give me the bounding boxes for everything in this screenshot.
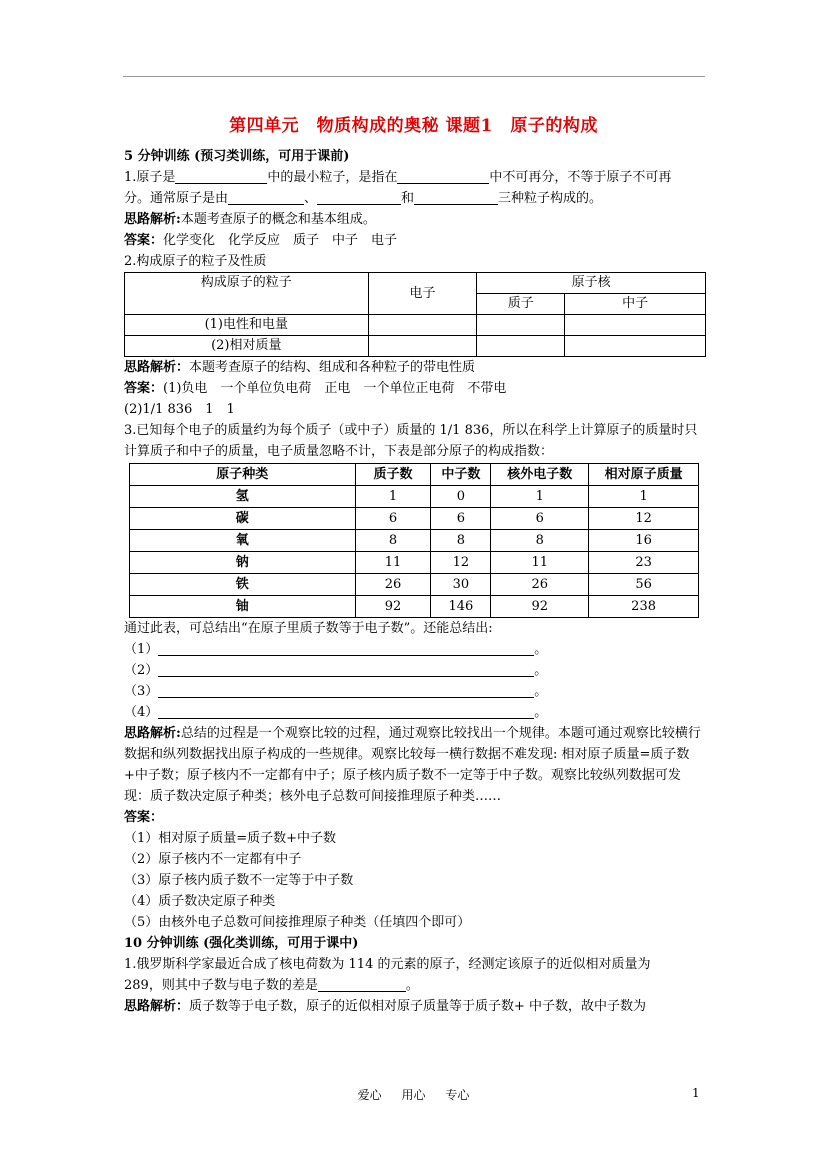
row-label-charge: (1)电性和电量 (125, 315, 369, 336)
s2-q1-line1: 1.俄罗斯科学家最近合成了核电荷数为 114 的元素的原子，经测定该原子的近似相对质量为 (124, 957, 651, 972)
table-cell: 11 (355, 552, 431, 574)
q-text: 289，则其中子数与电子数的差是 (124, 978, 318, 993)
element-name-cell: 氢 (130, 486, 356, 508)
atom-table-body (130, 486, 699, 618)
atom-composition-table (129, 463, 699, 618)
analysis-label: 思路解析: (124, 212, 181, 227)
atom-table-header-cell: 质子数 (355, 464, 431, 486)
q3-blank-line (124, 660, 706, 681)
q1-text: 、 (304, 191, 318, 206)
element-name-cell: 碳 (130, 508, 356, 530)
blank-number: （3） (124, 684, 159, 699)
q3-answer-list (124, 828, 706, 933)
table-cell: 6 (355, 508, 431, 530)
table-cell: 12 (589, 508, 699, 530)
q1-line1 (124, 167, 706, 188)
answer-label: 答案： (124, 381, 164, 396)
fill-blank[interactable] (228, 190, 304, 205)
table-cell: 8 (431, 530, 491, 552)
answer-label: 答案： (124, 233, 164, 248)
table-cell: 30 (431, 574, 491, 596)
table-cell: 1 (355, 486, 431, 508)
element-name-cell: 钠 (130, 552, 356, 574)
fill-blank[interactable] (158, 641, 534, 656)
s2-q1-line2 (124, 975, 706, 996)
fill-blank[interactable] (158, 683, 534, 698)
section-heading-10min (124, 933, 706, 954)
table-cell-blank[interactable] (368, 315, 477, 336)
q3-blank-list (124, 639, 706, 723)
footer-text-b: 用心 (401, 1088, 426, 1102)
s2-q1-analysis (124, 996, 706, 1017)
blank-period: 。 (534, 705, 548, 720)
table-cell: 8 (491, 530, 589, 552)
blank-number: （4） (124, 705, 159, 720)
atom-table-header (130, 464, 699, 486)
table-cell-blank[interactable] (477, 315, 565, 336)
q1-text: 中不可再分，不等于原子不可再 (489, 170, 672, 185)
q1-text: 三种粒子构成的。 (498, 191, 603, 206)
th-electron: 电子 (368, 273, 477, 315)
analysis-text: 本题考查原子的结构、组成和各种粒子的带电性质 (189, 360, 476, 375)
table-row (130, 574, 699, 596)
section-heading-num: 5 分钟训练 (124, 149, 190, 164)
q1-text: 1.原子是 (124, 170, 176, 185)
q3-blank-line (124, 639, 706, 660)
answer-item: （1）相对原子质量=质子数+中子数 (124, 831, 337, 846)
page-title: 第四单元 物质构成的奥秘 课题1 原子的构成 (229, 116, 598, 136)
table-row (130, 552, 699, 574)
q3-analysis (124, 723, 706, 807)
blank-period: 。 (534, 642, 548, 657)
answer-item: （3）原子核内质子数不一定等于中子数 (124, 873, 354, 888)
q2-stem: 2.构成原子的粒子及性质 (124, 254, 267, 269)
table-cell: 23 (589, 552, 699, 574)
table-cell: 0 (431, 486, 491, 508)
answer-item: （2）原子核内不一定都有中子 (124, 852, 302, 867)
blank-period: 。 (534, 684, 548, 699)
fill-blank[interactable] (158, 704, 534, 719)
page-number: 1 (692, 1086, 700, 1100)
table-cell: 11 (491, 552, 589, 574)
table-cell: 6 (491, 508, 589, 530)
table-row (130, 508, 699, 530)
blank-period: 。 (534, 663, 548, 678)
table-row (130, 530, 699, 552)
table-cell: 92 (355, 596, 431, 618)
analysis-label: 思路解析: (124, 726, 181, 741)
fill-blank[interactable] (318, 977, 406, 992)
fill-blank[interactable] (414, 190, 498, 205)
table-row (130, 596, 699, 618)
table-cell-blank[interactable] (565, 336, 706, 357)
q1-text: 和 (401, 191, 415, 206)
answer-item: （4）质子数决定原子种类 (124, 894, 276, 909)
particle-table (124, 272, 706, 357)
page-footer (0, 1086, 827, 1103)
section-heading-note: (预习类训练，可用于课前) (194, 149, 350, 164)
q3-summary: 通过此表，可总结出“在原子里质子数等于电子数”。还能总结出: (124, 621, 493, 636)
atom-table-header-cell: 相对原子质量 (589, 464, 699, 486)
table-cell-blank[interactable] (565, 315, 706, 336)
element-name-cell: 铁 (130, 574, 356, 596)
q1-answer (124, 230, 706, 251)
q3-blank-line (124, 702, 706, 723)
atom-table-header-cell: 核外电子数 (491, 464, 589, 486)
fill-blank[interactable] (175, 169, 267, 184)
footer-text-a: 爱心 (357, 1088, 382, 1102)
table-cell: 1 (589, 486, 699, 508)
blank-number: （2） (124, 663, 159, 678)
q2-answer (124, 378, 706, 399)
analysis-text: 质子数等于电子数，原子的近似相对原子质量等于质子数+ 中子数，故中子数为 (189, 999, 647, 1014)
atom-table-header-cell: 中子数 (431, 464, 491, 486)
th-particle: 构成原子的粒子 (125, 273, 369, 315)
section-heading-note: (强化类训练，可用于课中) (203, 936, 359, 951)
table-cell: 238 (589, 596, 699, 618)
answer-item: （5）由核外电子总数可间接推理原子种类（任填四个即可） (124, 915, 471, 930)
answer-text: (1)负电 一个单位负电荷 正电 一个单位正电荷 不带电 (163, 381, 507, 396)
element-name-cell: 铀 (130, 596, 356, 618)
q1-text: 中的最小粒子，是指在 (267, 170, 398, 185)
fill-blank[interactable] (397, 169, 489, 184)
q2-answer-2: (2)1/1 836 1 1 (124, 402, 235, 417)
table-cell: 56 (589, 574, 699, 596)
table-cell: 92 (491, 596, 589, 618)
blank-number: （1） (124, 642, 159, 657)
analysis-text: 总结的过程是一个观察比较的过程，通过观察比较找出一个规律。本题可通过观察比较横行数据和纵列数据找出原子构成的一些规律。观察比较每一横行数据不难发现: 相对原子质量=质子数+中子数；原子核内不一定都有中子；原子核内质子数不一定等于中子数。观察比较纵列数据可发现：质子数决定原子种类；核外电子总数可间接推理原子种类…… (124, 726, 701, 804)
table-cell: 8 (355, 530, 431, 552)
atom-table-header-cell: 原子种类 (130, 464, 356, 486)
table-cell: 1 (491, 486, 589, 508)
q3-answer-label: 答案： (124, 810, 164, 825)
table-cell-blank[interactable] (477, 336, 565, 357)
fill-blank[interactable] (317, 190, 401, 205)
footer-text-c: 专心 (445, 1088, 470, 1102)
th-proton: 质子 (477, 294, 565, 315)
header-rule (123, 76, 705, 77)
table-cell-blank[interactable] (368, 336, 477, 357)
th-neutron: 中子 (565, 294, 706, 315)
q1-text: 分。通常原子是由 (124, 191, 229, 206)
element-name-cell: 氧 (130, 530, 356, 552)
table-cell: 146 (431, 596, 491, 618)
table-cell: 6 (431, 508, 491, 530)
section-heading-5min (124, 146, 706, 167)
table-cell: 12 (431, 552, 491, 574)
q-text: 。 (405, 978, 419, 993)
q3-blank-line (124, 681, 706, 702)
answer-text: 化学变化 化学反应 质子 中子 电子 (163, 233, 398, 248)
analysis-label: 思路解析： (124, 999, 190, 1014)
q1-line2 (124, 188, 706, 209)
content-body (124, 146, 706, 1017)
table-cell: 26 (355, 574, 431, 596)
table-cell: 16 (589, 530, 699, 552)
table-cell: 26 (491, 574, 589, 596)
row-label-mass: (2)相对质量 (125, 336, 369, 357)
q1-analysis (124, 209, 706, 230)
table-row (130, 486, 699, 508)
q2-analysis (124, 357, 706, 378)
analysis-text: 本题考查原子的概念和基本组成。 (180, 212, 376, 227)
analysis-label: 思路解析： (124, 360, 190, 375)
th-nucleus: 原子核 (477, 273, 706, 294)
fill-blank[interactable] (158, 662, 534, 677)
q3-stem: 3.已知每个电子的质量约为每个质子（或中子）质量的 1/1 836，所以在科学上计算原子的质量时只计算质子和中子的质量，电子质量忽略不计，下表是部分原子的构成指数： (124, 423, 698, 459)
section-heading-num: 10 分钟训练 (124, 936, 199, 951)
